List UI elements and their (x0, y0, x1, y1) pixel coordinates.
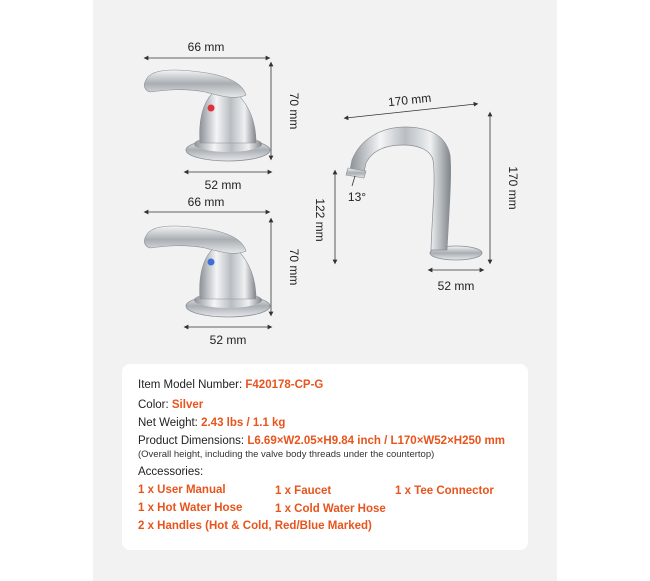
hot-handle-width-label: 66 mm (187, 40, 225, 54)
accessory-hot-water-hose: 1 x Hot Water Hose (138, 502, 243, 514)
dimensions-value: L6.69×W2.05×H9.84 inch / L170×W52×H250 mm (247, 435, 505, 447)
color-label: Color: (138, 399, 169, 411)
faucet-spout-drawing (346, 127, 482, 260)
accessories-label: Accessories: (138, 466, 204, 478)
faucet-spout-height-label: 122 mm (313, 198, 327, 242)
cold-marker-dot (208, 259, 215, 266)
color-row (138, 399, 203, 411)
cold-handle-drawing (144, 226, 270, 317)
accessory-user-manual: 1 x User Manual (138, 484, 226, 496)
spec-card (122, 364, 528, 550)
spout-angle-label: 13° (347, 190, 367, 204)
hot-handle-drawing (144, 70, 270, 161)
model-number-row (138, 379, 323, 391)
dimensions-label: Product Dimensions: (138, 435, 245, 447)
accessory-cold-water-hose: 1 x Cold Water Hose (275, 503, 386, 515)
model-number-label: Item Model Number: (138, 379, 243, 391)
accessory-handles: 2 x Handles (Hot & Cold, Red/Blue Marked) (138, 520, 372, 532)
hot-marker-dot (208, 105, 215, 112)
weight-label: Net Weight: (138, 417, 198, 429)
faucet-total-height-label: 170 mm (506, 166, 520, 210)
cold-handle-height-label: 70 mm (287, 248, 301, 286)
weight-row (138, 417, 285, 429)
faucet-dimensions (313, 91, 520, 293)
cold-handle-base-label: 52 mm (209, 333, 247, 347)
dimensions-row (138, 435, 505, 447)
weight-value: 2.43 lbs / 1.1 kg (201, 417, 286, 429)
accessory-tee-connector: 1 x Tee Connector (395, 485, 494, 497)
dimensions-note: (Overall height, including the valve body threads under the countertop) (138, 449, 435, 460)
accessory-faucet: 1 x Faucet (275, 485, 332, 497)
faucet-base-label: 52 mm (437, 279, 475, 293)
hot-handle-height-label: 70 mm (287, 92, 301, 130)
hot-handle-base-label: 52 mm (204, 178, 242, 192)
faucet-reach-label: 170 mm (387, 90, 432, 110)
color-value: Silver (171, 399, 204, 411)
cold-handle-width-label: 66 mm (187, 195, 225, 209)
model-number-value: F420178-CP-G (245, 379, 324, 391)
